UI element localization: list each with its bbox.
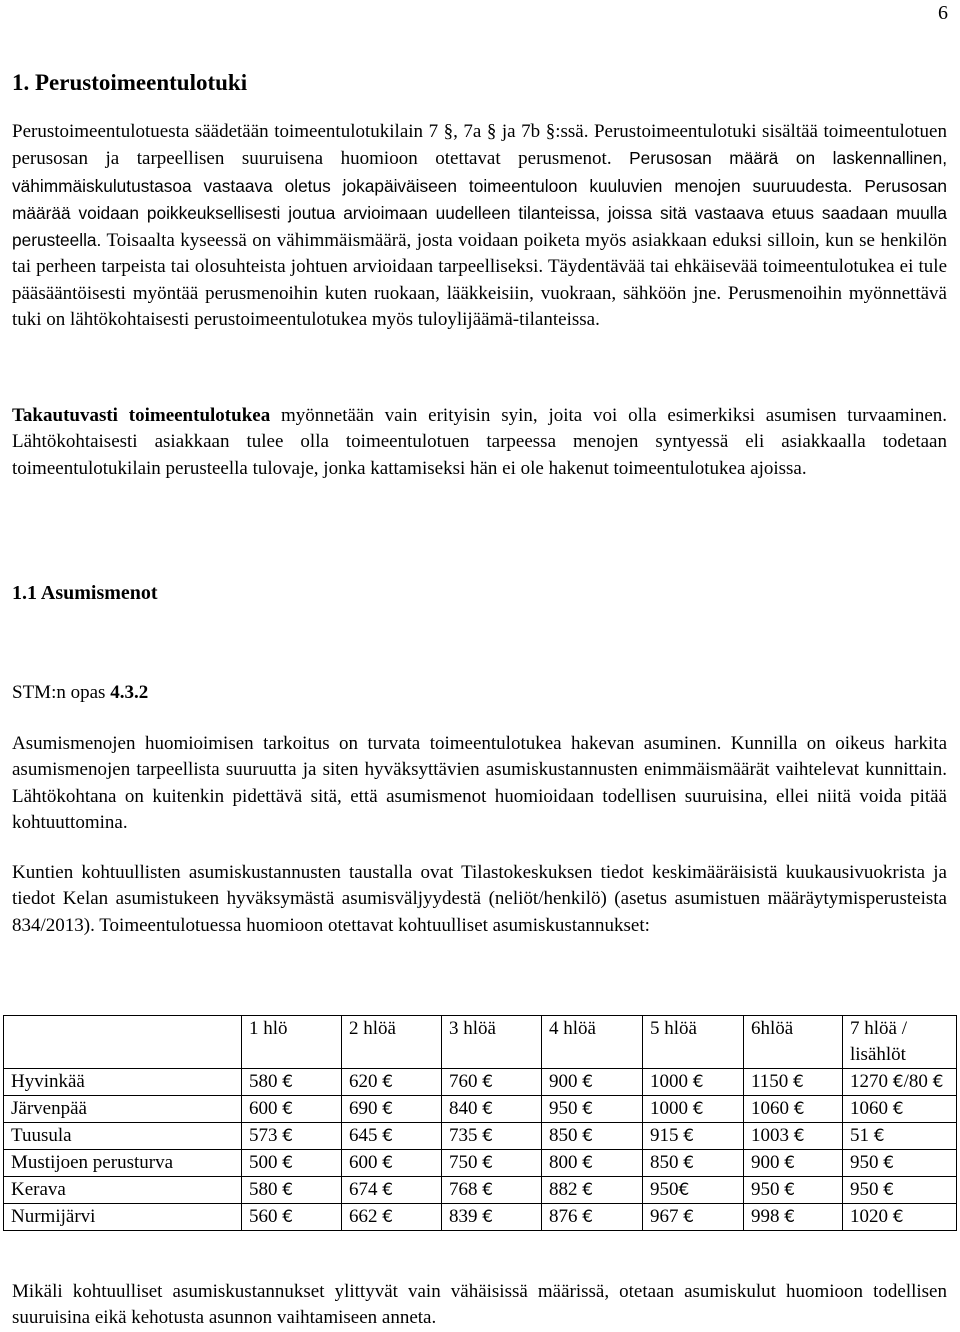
value-cell: 500 € [242, 1150, 342, 1177]
housing-purpose-paragraph: Asumismenojen huomioimisen tarkoitus on turvata toimeentulotukea hakevan asuminen. Kunnilla on oikeus harkita asumismenojen tarpeellista suuruutta ja siten hyväksyttävien asumiskustannusten enimmäismäärät vaihtelevat kunnittain. Lähtökohtana on kuitenkin pidettävä sitä, että asumismenot huomioidaan todellisen suuruisina, ellei niitä voida pitää kohtuuttomina. [12, 733, 947, 833]
euro-sign: € [382, 1126, 394, 1146]
euro-sign: € [678, 1180, 690, 1200]
header-cell: 7 hlöä / lisählöt [843, 1016, 957, 1069]
table-row [4, 1204, 957, 1231]
table-row [4, 1150, 957, 1177]
header-cell: 2 hlöä [342, 1016, 442, 1069]
value-cell: 573 € [242, 1123, 342, 1150]
header-cell: 1 hlö [242, 1016, 342, 1069]
value-cell: 750 € [442, 1150, 542, 1177]
euro-sign: € [382, 1207, 394, 1227]
value-cell: 876 € [542, 1204, 643, 1231]
value-cell: 1270 €/80 € [843, 1069, 957, 1096]
value-cell: 998 € [744, 1204, 843, 1231]
value-cell: 580 € [242, 1177, 342, 1204]
value-cell: 1060 € [843, 1096, 957, 1123]
value-cell: 950 € [542, 1096, 643, 1123]
value-cell: 850 € [542, 1123, 643, 1150]
euro-sign: € [582, 1153, 594, 1173]
euro-sign: € [282, 1126, 294, 1146]
intro-paragraph [12, 119, 947, 333]
value-cell: 950 € [843, 1150, 957, 1177]
place-cell: Kerava [4, 1177, 242, 1204]
euro-sign: € [883, 1153, 895, 1173]
euro-sign: € [582, 1099, 594, 1119]
value-cell: 760 € [442, 1069, 542, 1096]
stm-section-number: 4.3.2 [110, 682, 149, 703]
value-cell: 690 € [342, 1096, 442, 1123]
euro-sign: € [784, 1180, 796, 1200]
value-cell: 839 € [442, 1204, 542, 1231]
header-cell [4, 1016, 242, 1069]
euro-sign: € [582, 1180, 594, 1200]
value-cell: 882 € [542, 1177, 643, 1204]
value-cell: 967 € [643, 1204, 744, 1231]
euro-sign: € [482, 1180, 494, 1200]
euro-sign: € [692, 1072, 704, 1092]
euro-sign: € [282, 1207, 294, 1227]
value-cell: 645 € [342, 1123, 442, 1150]
intro-serif-rest: Toisaalta kyseessä on vähimmäismäärä, josta voidaan poiketa myös asiakkaan eduksi silloin, kun se henkilön tai perheen tarpeista tai olosuhteista johtuen arvioidaan tarpeelliseksi. Täydentävää tai ehkäisevää toimeentulotukea ei tule pääsääntöisesti myöntää perusmenoihin kuten ruokaan, lääkkeisiin, vuokraan, sähköön jne. Perusmenoihin myönnettävä tuki on lähtökohtaisesti perustoimeentulotukea myös tuloylijäämä-tilanteissa. [12, 230, 947, 331]
housing-costs-table [3, 1015, 957, 1231]
value-cell: 580 € [242, 1069, 342, 1096]
table-row [4, 1069, 957, 1096]
euro-sign: € [892, 1099, 904, 1119]
value-cell: 620 € [342, 1069, 442, 1096]
value-cell: 950 € [744, 1177, 843, 1204]
retroactive-text: myönnetään vain erityisin syin, joita voi olla esimerkiksi asumisen turvaaminen. Lähtökohtaisesti asiakkaan tulee olla toimeentulotuen tarpeessa menojen syntyessä eli asiakkaalla todetaan toimeentulotukilain perusteella tulovaje, jonka kattamiseksi hän ei ole hakenut toimeentulotukea ajoissa. [12, 405, 948, 479]
value-cell: 1060 € [744, 1096, 843, 1123]
euro-sign: € [683, 1207, 695, 1227]
housing-costs-paragraph: Kuntien kohtuullisten asumiskustannusten taustalla ovat Tilastokeskuksen tiedot keskimääräisistä kuukausivuokrista ja tiedot Kelan asumistukeen hyväksymästä asumisväljyydestä (neliöt/henkilö) (asetus asumistuen määräytymisperusteista 834/2013). Toimeentulotuessa huomioon otettavat kohtuulliset asumiskustannukset: [12, 862, 947, 936]
retroactive-bold-lead: Takautuvasti toimeentulotukea [12, 405, 271, 426]
euro-sign: € [382, 1099, 394, 1119]
table-header-row [4, 1016, 957, 1069]
euro-sign: € [382, 1180, 394, 1200]
euro-sign: € [482, 1072, 494, 1092]
euro-sign: € [482, 1153, 494, 1173]
euro-sign: € [932, 1072, 944, 1092]
euro-sign: € [892, 1072, 904, 1092]
value-cell: 1000 € [643, 1096, 744, 1123]
place-cell: Järvenpää [4, 1096, 242, 1123]
value-cell: 950 € [843, 1177, 957, 1204]
euro-sign: € [482, 1207, 494, 1227]
value-cell: 1020 € [843, 1204, 957, 1231]
value-cell: 1000 € [643, 1069, 744, 1096]
euro-sign: € [382, 1072, 394, 1092]
euro-sign: € [793, 1099, 805, 1119]
header-cell: 3 hlöä [442, 1016, 542, 1069]
place-cell: Nurmijärvi [4, 1204, 242, 1231]
retroactive-paragraph [12, 403, 947, 482]
header-cell: 4 hlöä [542, 1016, 643, 1069]
table-row [4, 1177, 957, 1204]
euro-sign: € [482, 1126, 494, 1146]
header-cell: 5 hlöä [643, 1016, 744, 1069]
subsection-title: 1.1 Asumismenot [12, 582, 158, 604]
stm-prefix: STM:n opas [12, 682, 111, 703]
intro-serif-text: Perustoimeentulotuesta säädetään toimeentulotukilain 7 §, 7a § ja 7b §:ssä. Perustoimeentulotuki sisältää toimeentulotuen perusosan ja tarpeellisen suuruisena huomioon otettavat perusmenot. [12, 121, 947, 170]
value-cell: 850 € [643, 1150, 744, 1177]
table-row [4, 1123, 957, 1150]
euro-sign: € [784, 1153, 796, 1173]
euro-sign: € [482, 1099, 494, 1119]
value-cell: 600 € [242, 1096, 342, 1123]
value-cell: 915 € [643, 1123, 744, 1150]
euro-sign: € [282, 1072, 294, 1092]
euro-sign: € [382, 1153, 394, 1173]
euro-sign: € [892, 1207, 904, 1227]
place-cell: Hyvinkää [4, 1069, 242, 1096]
euro-sign: € [873, 1126, 885, 1146]
table-row [4, 1096, 957, 1123]
euro-sign: € [793, 1126, 805, 1146]
value-cell: 768 € [442, 1177, 542, 1204]
stm-reference [12, 682, 148, 704]
euro-sign: € [282, 1099, 294, 1119]
place-cell: Mustijoen perusturva [4, 1150, 242, 1177]
section-title: 1. Perustoimeentulotuki [12, 70, 248, 95]
euro-sign: € [692, 1099, 704, 1119]
value-cell: 900 € [744, 1150, 843, 1177]
value-cell: 51 € [843, 1123, 957, 1150]
intro-sans-text: Perusosan määrä on laskennallinen, vähimmäiskulutustasoa vastaava oletus jokapäiväiseen toimeentuloon kuuluvien menojen suuruudesta. Perusosan määrää voidaan poikkeuksellisesti joutua arvioimaan uudelleen tilanteissa, joissa sitä vastaava etuus saadaan muulla perusteella. [12, 148, 948, 251]
euro-sign: € [282, 1153, 294, 1173]
value-cell: 1150 € [744, 1069, 843, 1096]
closing-paragraph: Mikäli kohtuulliset asumiskustannukset ylittyvät vain vähäisissä määrissä, otetaan asumiskulut huomioon todellisen suuruisina eikä kehotusta asunnon vaihtamiseen anneta. [12, 1281, 947, 1329]
page-number: 6 [938, 2, 948, 24]
value-cell: 900 € [542, 1069, 643, 1096]
euro-sign: € [784, 1207, 796, 1227]
value-cell: 800 € [542, 1150, 643, 1177]
euro-sign: € [582, 1072, 594, 1092]
euro-sign: € [683, 1153, 695, 1173]
euro-sign: € [582, 1207, 594, 1227]
value-cell: 662 € [342, 1204, 442, 1231]
euro-sign: € [883, 1180, 895, 1200]
header-cell: 6hlöä [744, 1016, 843, 1069]
value-cell: 735 € [442, 1123, 542, 1150]
value-cell: 1003 € [744, 1123, 843, 1150]
euro-sign: € [793, 1072, 804, 1092]
value-cell: 560 € [242, 1204, 342, 1231]
place-cell: Tuusula [4, 1123, 242, 1150]
euro-sign: € [282, 1180, 294, 1200]
value-cell: 674 € [342, 1177, 442, 1204]
euro-sign: € [683, 1126, 695, 1146]
value-cell: 840 € [442, 1096, 542, 1123]
euro-sign: € [582, 1126, 594, 1146]
value-cell: 950€ [643, 1177, 744, 1204]
value-cell: 600 € [342, 1150, 442, 1177]
